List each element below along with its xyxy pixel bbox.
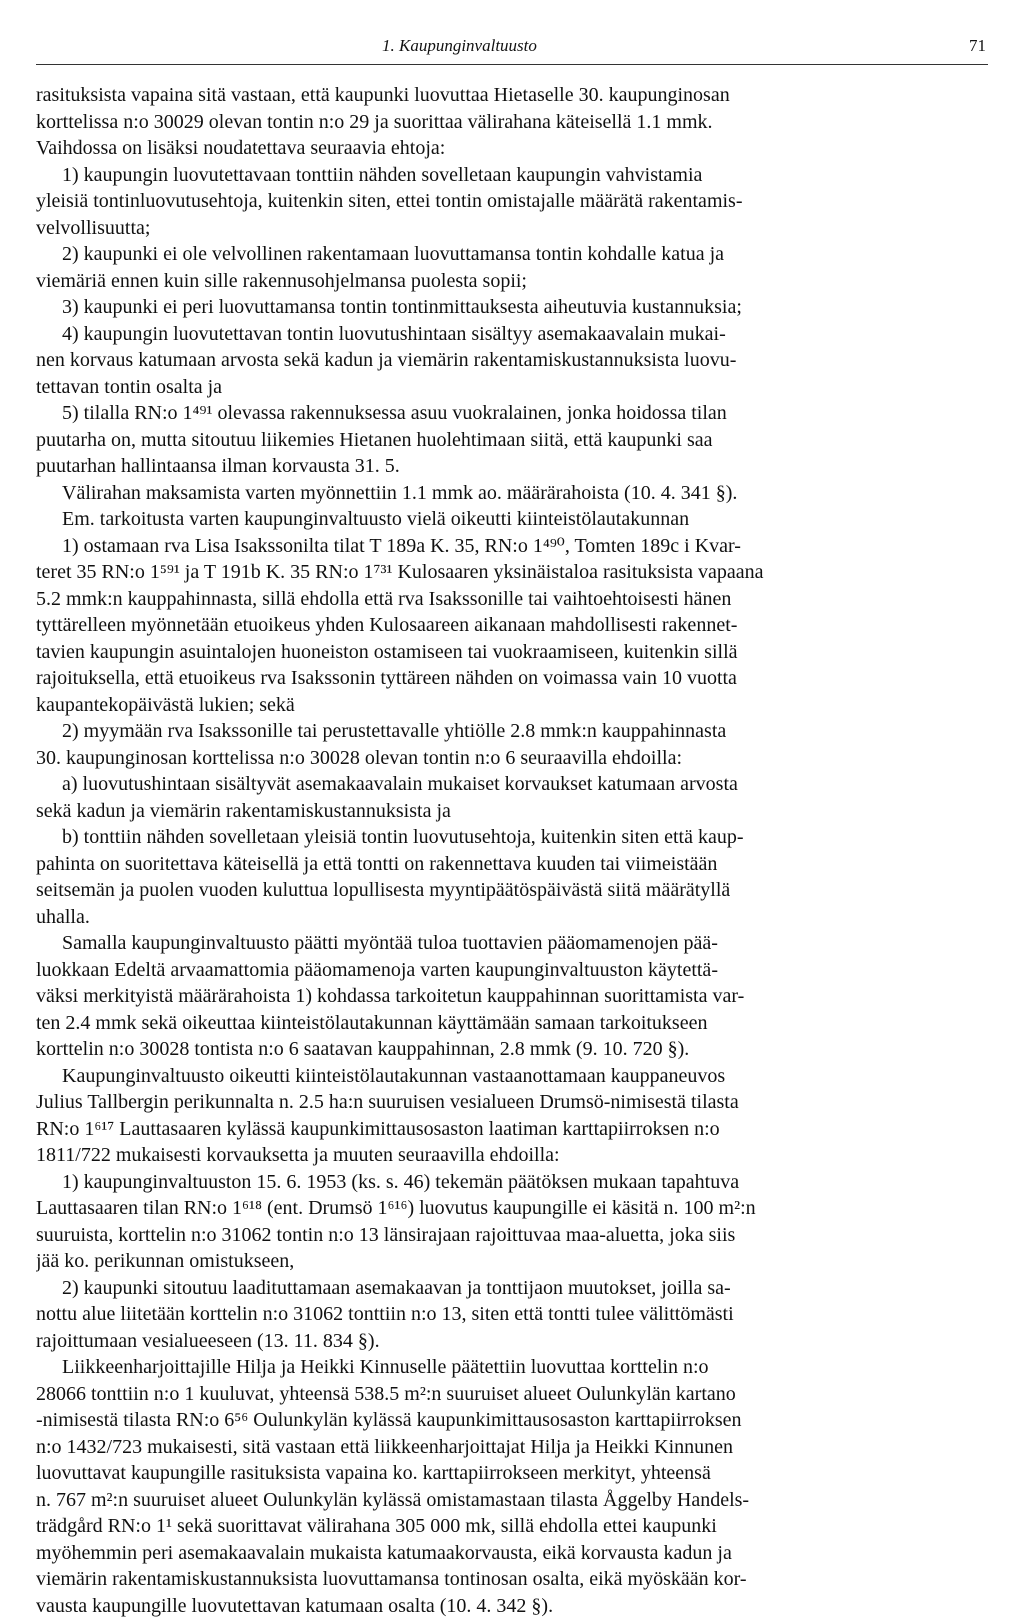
text-line: tettavan tontin osalta ja	[36, 374, 988, 401]
document-page	[36, 0, 988, 1486]
body-text	[36, 82, 988, 1619]
text-line: myöhemmin peri asemakaavalain mukaista katumaakorvausta, eikä korvausta kadun ja	[36, 1540, 988, 1567]
text-line: nottu alue liitetään korttelin n:o 31062 tonttiin n:o 13, siten että tontti tulee välittömästi	[36, 1301, 988, 1328]
text-line: rajoittumaan vesialueeseen (13. 11. 834 §).	[36, 1328, 988, 1355]
text-line: rajoituksella, että etuoikeus rva Isakssonin tyttäreen nähden on voimassa vain 10 vuotta	[36, 665, 988, 692]
text-line: trädgård RN:o 1¹ sekä suorittavat välirahana 305 000 mk, sillä ehdolla ettei kaupunki	[36, 1513, 988, 1540]
text-line: puutarha on, mutta sitoutuu liikemies Hietanen huolehtimaan siitä, että kaupunki saa	[36, 427, 988, 454]
text-line: sekä kadun ja viemärin rakentamiskustannuksista ja	[36, 798, 988, 825]
text-line: 5) tilalla RN:o 1⁴⁹¹ olevassa rakennuksessa asuu vuokralainen, jonka hoidossa tilan	[36, 400, 988, 427]
text-line: 1811/722 mukaisesti korvauksetta ja muuten seuraavilla ehdoilla:	[36, 1142, 988, 1169]
text-line: tyttärelleen myönnetään etuoikeus yhden Kulosaareen aikanaan mahdollisesti rakennet-	[36, 612, 988, 639]
text-line: 2) kaupunki ei ole velvollinen rakentamaan luovuttamansa tontin kohdalle katua ja	[36, 241, 988, 268]
text-line: korttelissa n:o 30029 olevan tontin n:o 29 ja suorittaa välirahana käteisellä 1.1 mmk.	[36, 109, 988, 136]
text-line: nen korvaus katumaan arvosta sekä kadun ja viemärin rakentamiskustannuksista luovu-	[36, 347, 988, 374]
running-head	[36, 36, 988, 62]
text-line: Samalla kaupunginvaltuusto päätti myöntää tuloa tuottavien pääomamenojen pää-	[36, 930, 988, 957]
text-line: vausta kaupungille luovutettavan katumaan osalta (10. 4. 342 §).	[36, 1593, 988, 1619]
text-line: korttelin n:o 30028 tontista n:o 6 saatavan kauppahinnan, 2.8 mmk (9. 10. 720 §).	[36, 1036, 988, 1063]
text-line: viemärin rakentamiskustannuksista luovuttamansa tontinosan osalta, eikä myöskään kor-	[36, 1566, 988, 1593]
text-line: Em. tarkoitusta varten kaupunginvaltuusto vielä oikeutti kiinteistölautakunnan	[36, 506, 988, 533]
page-number: 71	[969, 36, 986, 56]
text-line: luovuttavat kaupungille rasituksista vapaina ko. karttapiirrokseen merkityt, yhteensä	[36, 1460, 988, 1487]
text-line: pahinta on suoritettava käteisellä ja että tontti on rakennettava kuuden tai viimeistään	[36, 851, 988, 878]
text-line: uhalla.	[36, 904, 988, 931]
text-line: 5.2 mmk:n kauppahinnasta, sillä ehdolla että rva Isakssonille tai vaihtoehtoisesti hänen	[36, 586, 988, 613]
text-line: 3) kaupunki ei peri luovuttamansa tontin tontinmittauksesta aiheutuvia kustannuksia;	[36, 294, 988, 321]
text-line: 1) ostamaan rva Lisa Isakssonilta tilat T 189a K. 35, RN:o 1⁴⁹⁰, Tomten 189c i Kvar-	[36, 533, 988, 560]
text-line: -nimisestä tilasta RN:o 6⁵⁶ Oulunkylän kylässä kaupunkimittausosaston karttapiirroksen	[36, 1407, 988, 1434]
text-line: luokkaan Edeltä arvaamattomia pääomamenoja varten kaupunginvaltuuston käytettä-	[36, 957, 988, 984]
text-line: Kaupunginvaltuusto oikeutti kiinteistölautakunnan vastaanottamaan kauppaneuvos	[36, 1063, 988, 1090]
text-line: kaupantekopäivästä lukien; sekä	[36, 692, 988, 719]
text-line: Julius Tallbergin perikunnalta n. 2.5 ha:n suuruisen vesialueen Drumsö-nimisestä tilasta	[36, 1089, 988, 1116]
text-line: 30. kaupunginosan korttelissa n:o 30028 olevan tontin n:o 6 seuraavilla ehdoilla:	[36, 745, 988, 772]
text-line: a) luovutushintaan sisältyvät asemakaavalain mukaiset korvaukset katumaan arvosta	[36, 771, 988, 798]
text-line: ten 2.4 mmk sekä oikeuttaa kiinteistölautakunnan käyttämään samaan tarkoitukseen	[36, 1010, 988, 1037]
text-line: 2) myymään rva Isakssonille tai perustettavalle yhtiölle 2.8 mmk:n kauppahinnasta	[36, 718, 988, 745]
text-line: Välirahan maksamista varten myönnettiin 1.1 mmk ao. määrärahoista (10. 4. 341 §).	[36, 480, 988, 507]
text-line: Vaihdossa on lisäksi noudatettava seuraavia ehtoja:	[36, 135, 988, 162]
text-line: suuruista, korttelin n:o 31062 tontin n:o 13 länsirajaan rajoittuvaa maa-aluetta, joka siis	[36, 1222, 988, 1249]
text-line: teret 35 RN:o 1⁵⁹¹ ja T 191b K. 35 RN:o 1⁷³¹ Kulosaaren yksinäistaloa rasituksista vapaana	[36, 559, 988, 586]
text-line: velvollisuutta;	[36, 215, 988, 242]
text-line: viemäriä ennen kuin sille rakennusohjelmansa puolesta sopii;	[36, 268, 988, 295]
text-line: b) tonttiin nähden sovelletaan yleisiä tontin luovutusehtoja, kuitenkin siten että kaup-	[36, 824, 988, 851]
text-line: väksi merkityistä määrärahoista 1) kohdassa tarkoitetun kauppahinnan suorittamista var-	[36, 983, 988, 1010]
text-line: RN:o 1⁶¹⁷ Lauttasaaren kylässä kaupunkimittausosaston laatiman karttapiirroksen n:o	[36, 1116, 988, 1143]
text-line: yleisiä tontinluovutusehtoja, kuitenkin siten, ettei tontin omistajalle määrätä rakentamis-	[36, 188, 988, 215]
text-line: puutarhan hallintaansa ilman korvausta 31. 5.	[36, 453, 988, 480]
running-title: 1. Kaupunginvaltuusto	[382, 36, 537, 56]
text-line: tavien kaupungin asuintalojen huoneiston ostamiseen tai vuokraamiseen, kuitenkin sillä	[36, 639, 988, 666]
text-line: jää ko. perikunnan omistukseen,	[36, 1248, 988, 1275]
text-line: seitsemän ja puolen vuoden kuluttua lopullisesta myyntipäätöspäivästä siitä määrätyllä	[36, 877, 988, 904]
text-line: 2) kaupunki sitoutuu laadituttamaan asemakaavan ja tonttijaon muutokset, joilla sa-	[36, 1275, 988, 1302]
text-line: n. 767 m²:n suuruiset alueet Oulunkylän kylässä omistamastaan tilasta Åggelby Handels-	[36, 1487, 988, 1514]
text-line: 28066 tonttiin n:o 1 kuuluvat, yhteensä 538.5 m²:n suuruiset alueet Oulunkylän kartano	[36, 1381, 988, 1408]
text-line: 1) kaupunginvaltuuston 15. 6. 1953 (ks. s. 46) tekemän päätöksen mukaan tapahtuva	[36, 1169, 988, 1196]
text-line: n:o 1432/723 mukaisesti, sitä vastaan että liikkeenharjoittajat Hilja ja Heikki Kinnunen	[36, 1434, 988, 1461]
text-line: rasituksista vapaina sitä vastaan, että kaupunki luovuttaa Hietaselle 30. kaupunginosan	[36, 82, 988, 109]
text-line: Liikkeenharjoittajille Hilja ja Heikki Kinnuselle päätettiin luovuttaa korttelin n:o	[36, 1354, 988, 1381]
header-rule	[36, 64, 988, 65]
text-line: Lauttasaaren tilan RN:o 1⁶¹⁸ (ent. Drumsö 1⁶¹⁶) luovutus kaupungille ei käsitä n. 100 m²:n	[36, 1195, 988, 1222]
text-line: 1) kaupungin luovutettavaan tonttiin nähden sovelletaan kaupungin vahvistamia	[36, 162, 988, 189]
text-line: 4) kaupungin luovutettavan tontin luovutushintaan sisältyy asemakaavalain mukai-	[36, 321, 988, 348]
